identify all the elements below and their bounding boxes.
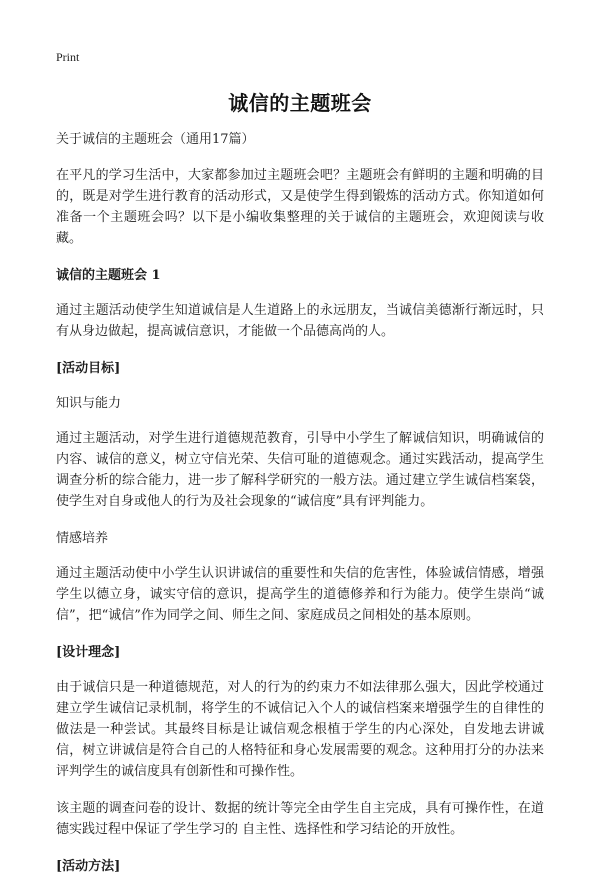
page-title: 诚信的主题班会 [228, 91, 372, 115]
concept-paragraph-1: 由于诚信只是一种道德规范，对人的行为的约束力不如法律那么强大，因此学校通过建立学生诚信记录机制，将学生的不诚信记入个人的诚信档案来增强学生的自律性的做法是一种尝试。其最终目标是让诚信观念根植于学生的内心深处，自发地去讲诚信，树立讲诚信是符合自己的人格特征和身心发展需要的观念。这种用打分的办法来评判学生的诚信度具有创新性和可操作性。 [56, 680, 544, 779]
section1-paragraph: 通过主题活动使学生知道诚信是人生道路上的永远朋友，当诚信美德渐行渐远时，只有从身边做起，提高诚信意识，才能做一个品德高尚的人。 [56, 303, 544, 339]
knowledge-heading: 知识与能力 [56, 396, 122, 411]
emotion-heading: 情感培养 [56, 531, 109, 546]
knowledge-paragraph: 通过主题活动，对学生进行道德规范教育，引导中小学生了解诚信知识，明确诚信的内容、诚信的意义，树立守信光荣、失信可耻的道德观念。通过实践活动，提高学生调查分析的综合能力，进一步了解科学研究的一般方法。通过建立学生诚信档案袋，使学生对自身或他人的行为及社会现象的“诚信度”具有评判能力。 [56, 431, 544, 509]
section-heading-1: 诚信的主题班会 1 [56, 268, 161, 283]
article-subtitle: 关于诚信的主题班会（通用17篇） [56, 132, 255, 147]
emotion-paragraph: 通过主题活动使中小学生认识讲诚信的重要性和失信的危害性，体验诚信情感，增强学生以德立身，诚实守信的意识，提高学生的道德修养和行为能力。使学生崇尚“诚信”，把“诚信”作为同学之间、师生之间、家庭成员之间相处的基本原则。 [56, 566, 544, 623]
concept-paragraph-2: 该主题的调查问卷的设计、数据的统计等完全由学生自主完成，具有可操作性，在道德实践过程中保证了学生学习的 自主性、选择性和学习结论的开放性。 [56, 801, 544, 837]
intro-paragraph: 在平凡的学习生活中，大家都参加过主题班会吧？主题班会有鲜明的主题和明确的目的，既是对学生进行教育的活动形式，又是使学生得到锻炼的活动方式。你知道如何准备一个主题班会吗？以下是小编收集整理的关于诚信的主题班会，欢迎阅读与收藏。 [56, 168, 544, 246]
method-heading: [活动方法] [56, 859, 121, 874]
print-link[interactable]: Print [56, 50, 80, 64]
goal-heading: [活动目标] [56, 361, 121, 376]
concept-heading: [设计理念] [56, 645, 121, 660]
